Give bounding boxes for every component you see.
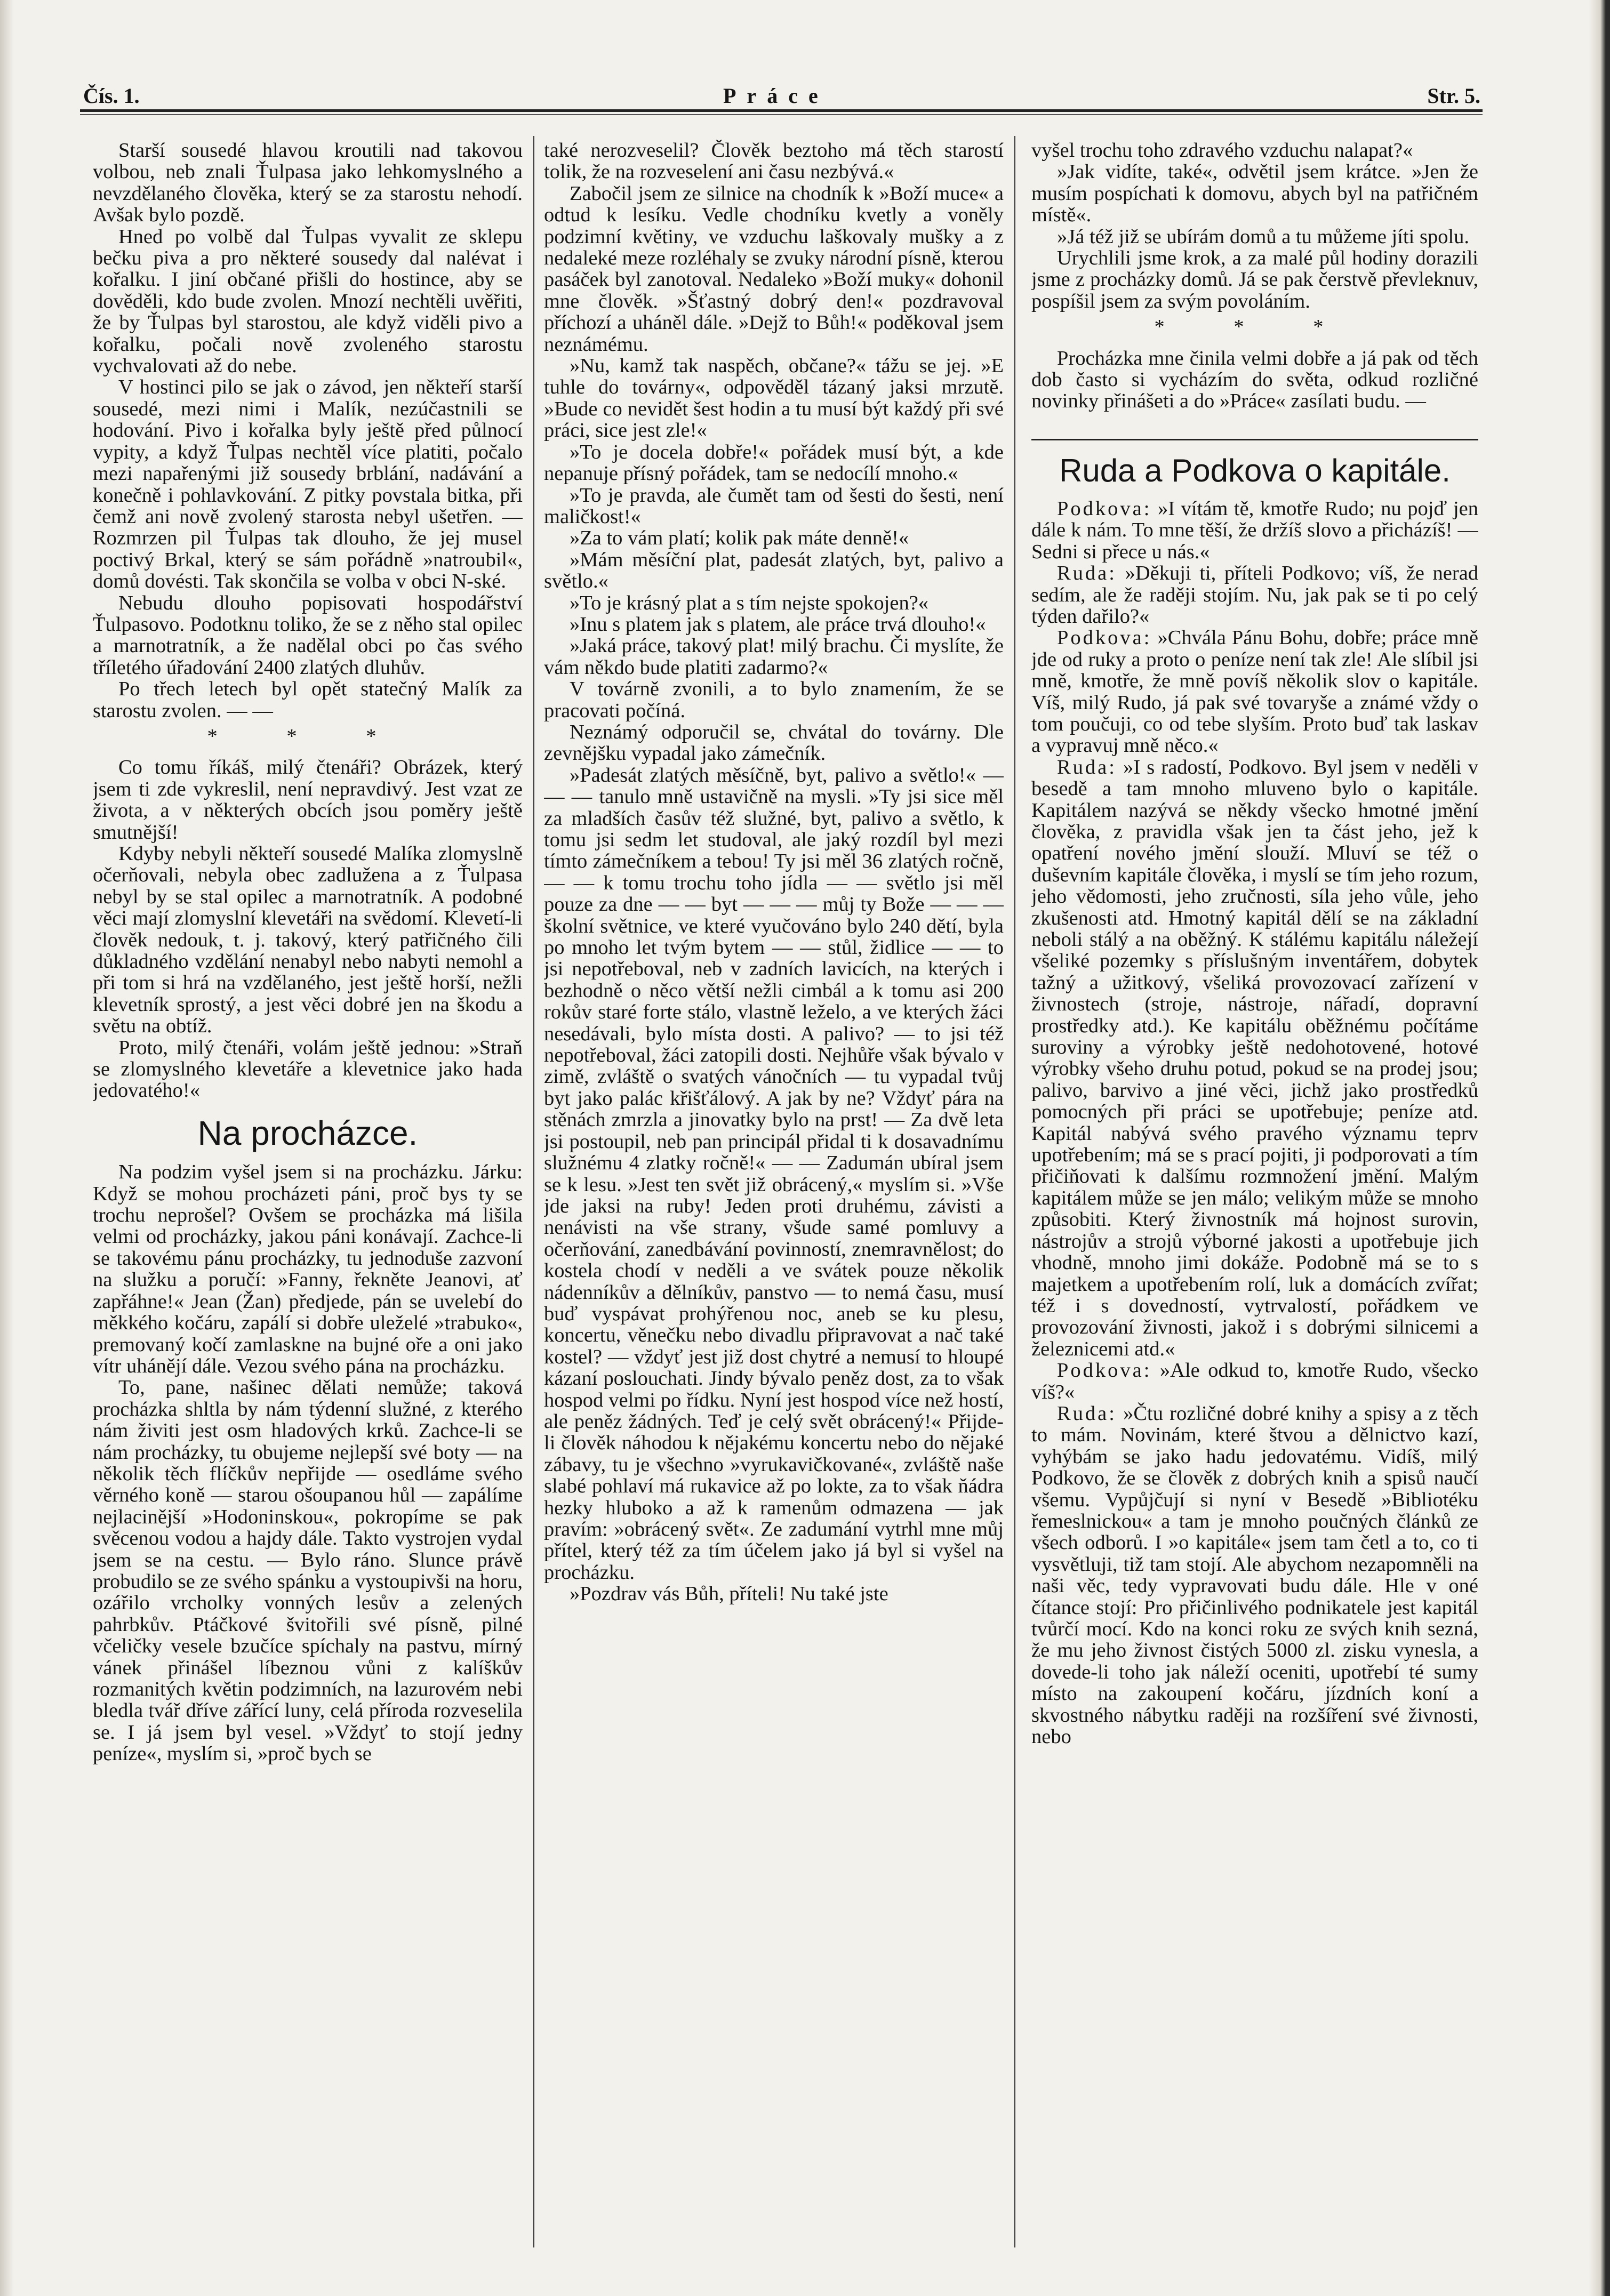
speaker-name: Ruda: [1057,562,1117,585]
dialogue-text: »Ale odkud to, kmotře Rudo, všecko víš?« [1031,1359,1478,1403]
article-headline: Ruda a Podkova o kapitále. [1059,452,1451,488]
paragraph: »Za to vám platí; kolik pak máte denně!« [570,527,909,550]
paragraph: »Jak vidíte, také«, odvětil jsem krátce. »Jen že musím pospíchati k domovu, abych byl na patřičném místě«. [1031,160,1478,227]
scan-edge-left [0,0,14,2296]
dialogue-paragraph [1031,498,1478,563]
paragraph: Neznámý odporučil se, chvátal do továrny. Dle zevnějšku vypadal jako zámečník. [544,720,1004,765]
paragraph: Nebudu dlouho popisovati hospodářství Ťulpasovo. Podotknu toliko, že se z něho stal opilec a marnotratník, a že nadělal obci po čas svého tříletého úřadování 2400 zlatých dluhův. [93,591,523,679]
paragraph: »To je docela dobře!« pořádek musí být, a kde nepanuje přísný pořádek, tam se nedocílí mnoho.« [544,440,1004,485]
page-number: Str. 5. [1427,84,1480,108]
paragraph: »Pozdrav vás Bůh, příteli! Nu také jste [570,1583,888,1605]
dialogue-text: »I s radostí, Podkovo. Byl jsem v neděli v besedě a tam mnoho mluveno bylo o kapitále. Kapitálem nazývá se někdy všecko hmotné jmění člověka, z pravidla však jen ta část jeho, jež k opatření nového jmění slouží. Mluví se též o duševním kapitále člověka, i myslí se tím jeho rozum, jeho vědomosti, jeho zručnosti, síla jeho vůle, jeho zkušenosti atd. Hmotný kapitál dělí se na základní neboli stálý a na oběžný. K stálému kapitálu náležejí všeliké pozemky s příslušným inventářem, dobytek tažný a užitkový, všeliká provozovací zařízení v živnostech (stroje, nástroje, nářadí, dopravní prostředky atd.). Ke kapitálu oběžnému počítáme suroviny a výrobky ještě nedohotovené, hotové výrobky všeho druhu potud, pokud se na prodej jsou; palivo, barvivo a jiné věci, jichž jako prostředků pomocných při práci se upotřebuje; peníze atd. Kapitál nabývá svého pravého významu teprv upotřebením; má se s prací pojiti, ji podporovati a tím přičiňovati k dalšímu rozmnožení jmění. Malým kapitálem může se jen málo; velikým může se mnoho způsobiti. Který živnostník má hojnost surovin, nástrojův a strojů výborné jakosti a upotřebuje jich vhodně, mnoho jimi dokáže. Podobně má se to s majetkem a upotřebením rolí, luk a domácích zvířat; též i s dovedností, vytrvalostí, pořádkem ve provozování živnosti, jakož i s dobrými silnicemi a železnicemi atd.« [1031,756,1478,1360]
paragraph: »Nu, kamž tak naspěch, občane?« tážu se jej. »E tuhle do továrny«, odpověděl tázaný jaksi mrzutě. »Bude co nevidět šest hodin a tu musí být každý při své práci, sice jest zle!« [544,355,1004,442]
paragraph: Po třech letech byl opět statečný Malík za starostu zvolen. — — [93,678,523,722]
paragraph: Na podzim vyšel jsem si na procházku. Járku: Když se mohou procházeti páni, proč bys ty se trochu neprošel? Ovšem se procházka má lišila velmi od procházky, jakou páni konávají. Zachce-li se takovému pánu procházky, tu jednoduše zazvoní na služku a poručí: »Fanny, řekněte Jeanovi, ať zapřáhne!« Jean (Žan) předjede, pán se uvelebí do měkkého kočáru, zapálí si dobře uleželé »trabuko«, premovaný kočí zamlaskne na bujné oře a oni jako vítr uhánějí dále. Vezou svého pána na procházku. [93,1161,523,1377]
dialogue-paragraph [1031,1403,1478,1748]
newspaper-title: Práce [723,84,829,108]
speaker-name: Podkova: [1057,627,1152,649]
dialogue-text: »Chvála Pánu Bohu, dobře; práce mně jde od ruky a proto o peníze není tak zle! Ale slíbil jsi mně, kmotře, že mně povíš několik slov o kapitále. Víš, milý Rudo, já pak své tovaryše a známé vždy o tom poučuji, co od tebe slyším. Proto buď tak laskav a vypravuj mně něco.« [1031,627,1478,757]
paragraph: Hned po volbě dal Ťulpas vyvalit ze sklepu bečku piva a pro některé sousedy dal nalévat i kořalku. I jiní občané přišli do hostince, aby se dověděli, kdo bude zvolen. Mnozí nechtěli uvěřiti, že by Ťulpas byl starostou, ale když viděli pivo a kořalku, počali nově zvoleného starostu vychvalovati až do nebe. [93,225,523,378]
headline-rule [1031,439,1478,440]
scan-edge-right [1589,0,1610,2296]
paragraph: »Mám měsíční plat, padesát zlatých, byt, palivo a světlo.« [544,548,1004,593]
paragraph: Kdyby nebyli někteří sousedé Malíka zlomyslně očerňovali, nebyla obec zadlužena a z Ťulpasa nebyl by se stal opilec a marnotratník. A podobné věci mají zlomyslní klevetáři na svědomí. Klevetí-li člověk nedouk, t. j. takový, který patřičného čili důkladného vzdělání nenabyl nebo nabyti nemohl a při tom si hrá na vzdělaného, jest ještě horší, nežli klevetník sprostý, a jest věci dobré jen na škodu a světu na obtíž. [93,842,523,1038]
column-3 [1031,140,1478,2262]
paragraph: »To je pravda, ale čumět tam od šesti do šesti, není maličkost!« [544,484,1004,528]
paragraph: V hostinci pilo se jak o závod, jen někteří starší sousedé, mezi nimi i Malík, nezúčastnili se hodování. Pivo i kořalka byly ještě před půlnocí vypity, a když Ťulpas nechtěl více platiti, počalo mezi napařenými již sousedy brblání, nadávání a konečně i pohlavkování. Z pitky povstala bitka, při čemž ani nově zvolený starosta nebyl ušetřen. — Rozmrzen pil Ťulpas tak dlouho, že jej musel poctivý Brkal, který se sám pořádně »natroubil«, domů dovésti. Tak skončila se volba v obci N-ské. [93,376,523,593]
speaker-name: Ruda: [1057,1402,1117,1425]
paragraph: »To je krásný plat a s tím nejste spokojen?« [570,591,929,614]
paragraph: Zabočil jsem ze silnice na chodník k »Boží muce« a odtud k lesíku. Vedle chodníku kvetly a voněly podzimní květiny, ve vzduchu laškovaly mušky a z nedaleké meze rozléhaly se zvuky národní písně, kterou pasáček byl zanotoval. Nedaleko »Boží muky« dohonil mne člověk. »Šťastný dobrý den!« pozdravoval příchozí a uháněl dále. »Dejž to Bůh!« poděkoval jsem neznámému. [544,182,1004,356]
dialogue-paragraph [1031,1360,1478,1403]
article-headline: Na procházce. [197,1113,418,1152]
paragraph: »Inu s platem jak s platem, ale práce trvá dlouho!« [570,613,986,636]
paragraph: Urychlili jsme krok, a za malé půl hodiny dorazili jsme z procházky domů. Já se pak čerstvě převleknuv, pospíšil jsem za svým povoláním. [1031,247,1478,312]
paragraph: vyšel trochu toho zdravého vzduchu nalapat?« [1031,140,1413,162]
speaker-name: Podkova: [1057,497,1152,520]
paragraph: Starší sousedé hlavou kroutili nad takovou volbou, neb znali Ťulpasa jako lehkomyslného a nevzdělaného člověka, který se za starostu nehodí. Avšak bylo pozdě. [93,140,523,227]
speaker-name: Ruda: [1057,756,1117,778]
column-2 [544,140,1004,2262]
paragraph: Procházka mne činila velmi dobře a já pak od těch dob často si vycházím do světa, odkud rozličné novinky přinášeti a do »Práce« zasílati budu. — [1031,347,1478,413]
paragraph: také nerozveselil? Člověk beztoho má těch starostí tolik, že na rozveselení ani času nezbývá.« [544,140,1004,183]
paragraph: Co tomu říkáš, milý čtenáři? Obrázek, který jsem ti zde vykreslil, není nepravdivý. Jest vzat ze života, a v některých obcích jsou poměry ještě smutnější! [93,756,523,844]
paragraph: Proto, milý čtenáři, volám ještě jednou: »Straň se zlomyslného klevetáře a klevetnice jako hada jedovatého!« [93,1036,523,1102]
paragraph: To, pane, našinec dělati nemůže; taková procházka shltla by nám týdenní služné, z kterého nám živiti jest osm hladových krků. Zachce-li se nám procházky, tu obujeme nejlepší své boty — na několik těch flíčkův nepřijde — osedláme svého věrného koně — starou ošoupanou hůl — zapálíme nejlacinější »Hodoninskou«, pokropíme se pak svěcenou vodou a hajdy dále. Takto vystrojen vydal jsem se na cestu. — Bylo ráno. Slunce právě probudilo se ze svého spánku a vystoupivši na horu, ozářilo vrcholky vonných lesův a zelených pahrbkův. Ptáčkové švitořili své písně, pilné včeličky vesele bzučíce spíchaly na pastvu, mírný vánek přinášel líbeznou vůni z kalíškův rozmanitých květin podzimních, na lazurovém nebi bledla tvář dříve zářící luny, celá příroda rozveselila se. I já jsem byl vesel. »Vždyť to stojí jedny peníze«, myslím si, »proč bych se [93,1376,523,1765]
dialogue-paragraph [1031,563,1478,627]
section-stars: * * * [207,725,408,748]
dialogue-text: »I vítám tě, kmotře Rudo; nu pojď jen dále k nám. To mne těší, že držíš slovo a přicházíš! — Sedni si přece u nás.« [1031,497,1478,563]
dialogue-paragraph [1031,757,1478,1360]
header-rule-thin [80,114,1483,115]
paragraph: V továrně zvonili, a to bylo znamením, že se pracovati počíná. [544,678,1004,722]
column-divider [533,136,534,2247]
issue-number: Čís. 1. [83,84,140,108]
dialogue-text: »Čtu rozličné dobré knihy a spisy a z těch to mám. Novinám, které štvou a dělnictvo kazí, vyhýbám se jako hadu jedovatému. Vidíš, milý Podkovo, že se člověk z dobrých knih a spisů naučí všemu. Vypůjčují si nyní v Besedě »Bibliotéku řemeslnickou« a tam je mnoho poučných článků ze všech odborů. I »o kapitále« jsem tam četl a to, co ti vysvětluji, tiž tam stojí. Ale abychom nezapomněli na naši věc, tedy vypravovati budu dále. Hle v oné čítance stojí: Pro přičinlivého podnikatele jest kapitál tvůrčí mocí. Kdo na konci roku ze svých knih sezná, že mu jeho živnost čistých 5000 zl. zisku vynesla, a dovede-li toho jak náleží oceniti, upotřebí té sumy místo na zakoupení kočáru, jízdních koní a skvostného nábytku raději na rozšíření své živnosti, nebo [1031,1402,1478,1748]
header-rule [80,109,1483,112]
section-stars: * * * [1154,316,1356,339]
column-1 [93,140,523,2262]
speaker-name: Podkova: [1057,1359,1152,1382]
paragraph: »Padesát zlatých měsíčně, byt, palivo a světlo!« — — — tanulo mně ustavičně na mysli. »Ty jsi sice měl za mladších časův též služné, byt, palivo a světlo, k tomu jsi sedm let studoval, ale jaký rozdíl byl mezi tímto zámečníkem a tebou! Ty jsi měl 36 zlatých ročně, — — k tomu trochu toho jídla — — světlo jsi měl pouze za dne — — byt — — — můj ty Bože — — — školní světnice, ve které vyučováno bylo 240 dětí, byla po mnoho let tvým bytem — — stůl, židlice — — to jsi nepotřeboval, neb v zadních lavicích, na kterých i bezhodně o něco větší nežli cimbál a k tomu asi 200 rokův staré forte stálo, vlastně leželo, a ve kterých žáci nesedávali, bylo místa dosti. A palivo? — to jsi též nepotřeboval, žáci zatopili dosti. Nejhůře však bývalo v zimě, zvláště o svatých vánočních — tu vypadal tvůj byt jako palác křišťálový. A jak by ne? Vždyť pára na stěnách zmrzla a jinovatky bylo na prst! — Za dvě leta jsi postoupil, neb pan principál přidal ti k dosavadnímu služnému 4 zlatky ročně!« — — Zadumán ubíral jsem se k lesu. »Jest ten svět již obrácený,« myslím si. »Vše jde jaksi na ruby! Jeden proti druhému, závisti a nenávisti na vše strany, všude samé pomluvy a očerňování, zanedbávání povinností, znemravnělost; do kostela chodí v neděli a ve svátek pouze několik nádenníkův a dělníkův, panstvo — to nemá času, musí buď vyspávat prohýřenou noc, aneb se ku plesu, koncertu, věnečku nebo divadlu připravovat a nač také kostel? — vždyť jest již dost chytré a nemusí to hloupé kázaní poslouchati. Jindy bývalo peněz dost, za to však hospod velmi po řídku. Nyní jest hospod více než hostí, ale peněz žádných. Teď je celý svět obrácený!« Přijde-li člověk náhodou k nějakému koncertu nebo do nějaké zábavy, tu je všechno »vyrukavičkované«, zvláště naše slabé pohlaví má rukavice až po lokte, za to však ňádra hezky hluboko a až k ramenům odmazena — jak pravím: »obrácený svět«. Ze zadumání vytrhl mne můj přítel, který též za tím účelem jako já byl si vyšel na procházku. [544,764,1004,1584]
paragraph: »Já též již se ubírám domů a tu můžeme jíti spolu. [1057,225,1470,248]
dialogue-paragraph [1031,627,1478,756]
paragraph: »Jaká práce, takový plat! milý brachu. Či myslíte, že vám někdo bude platiti zadarmo?« [544,635,1004,679]
dialogue-text: »Děkuji ti, příteli Podkovo; víš, že nerad sedím, ale že raději stojím. Nu, jak pak se ti po celý týden dařilo?« [1031,562,1478,628]
column-divider [1014,136,1015,2247]
